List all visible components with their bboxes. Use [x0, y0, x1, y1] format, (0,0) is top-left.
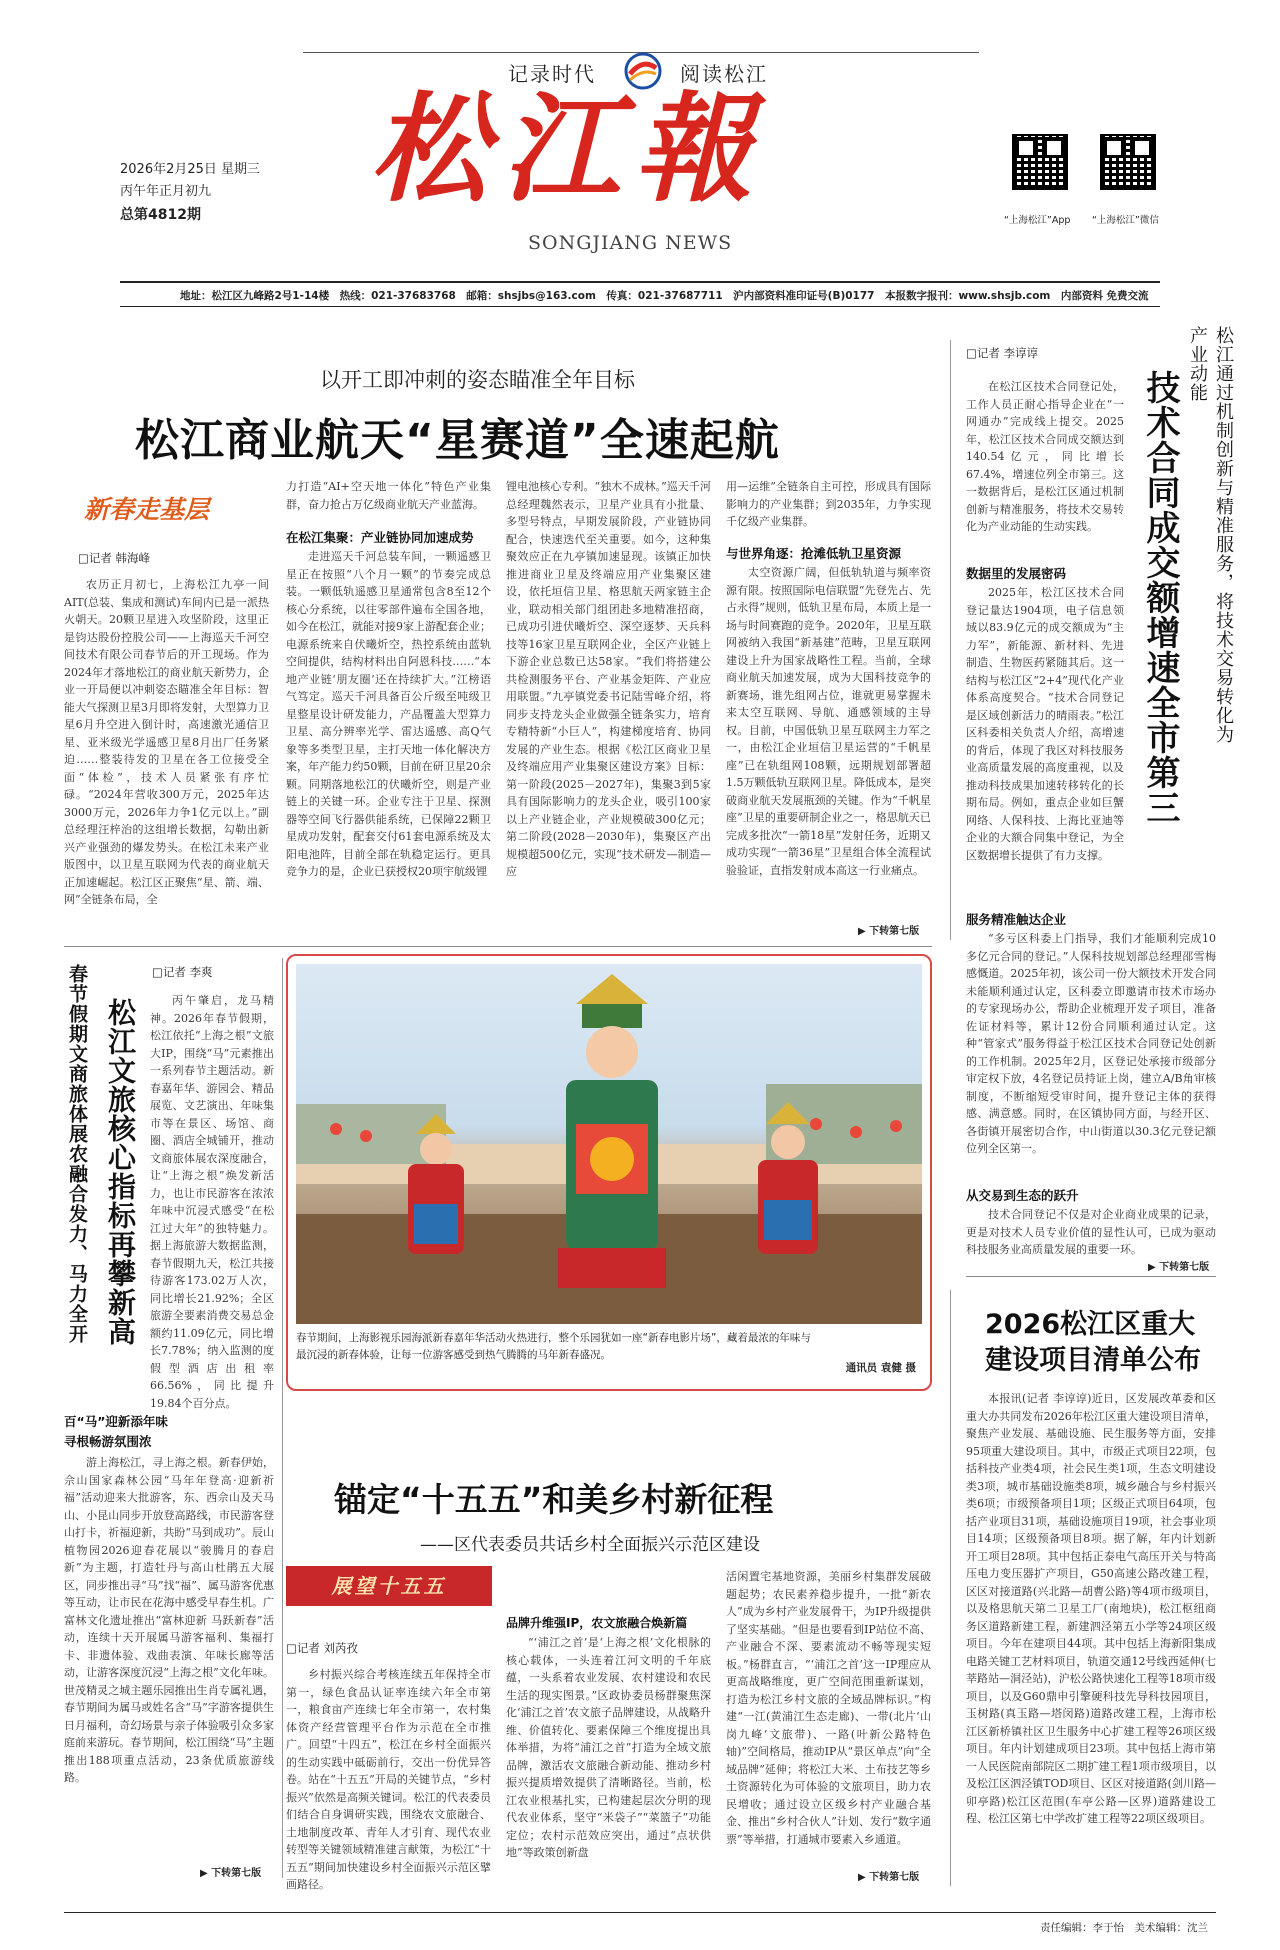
rural-subhead: ——区代表委员共话乡村全面振兴示范区建设	[420, 1535, 760, 1555]
rural-col3: 活闲置宅基地资源，美丽乡村集群发展破题起势；农民素养稳步提升，一批“新农人”成为乡村产业发展骨干，为IP升级提供了坚实基础。“但是也要看到IP站位不高、产业融合不深、要素流动不畅等现实短板。”杨群直言，“‘浦江之首’这一IP理应从更高战略维度，更广空间范围重新谋划，打造为松江乡村文旅的全域品牌标识。”构建“一江(黄浦江生态走廊)、一带(北片‘山岗九峰’文旅带)、一路(叶新公路特色轴)”空间格局，推动IP从“景区单点”向“全域品牌”延伸；将松江大米、土布技艺等乡土资源转化为可体验的文旅项目，助力农民增收；通过设立区级乡村产业融合基金、推出“乡村合伙人”计划、发行“数字通票”等举措，打通城市要素入乡通道。	[726, 1570, 931, 1846]
app-qr-code[interactable]	[1012, 134, 1068, 190]
right-byline: □记者 李谆谆	[966, 346, 1039, 360]
side-sub2: 寻根畅游氛围浓	[64, 1434, 152, 1449]
qr-app-label: “上海松江”App	[1004, 215, 1071, 226]
right-vtitle-sub: 松江通过机制创新与精准服务，将技术交易转化为产业动能	[1187, 326, 1234, 744]
projects-headline-1[interactable]: 2026松江区重大	[985, 1309, 1196, 1340]
lead-col2-intro: 力打造“AI+空天地一体化”特色产业集群，奋力抢占万亿级商业航天产业蓝海。	[286, 480, 491, 511]
lead-col2-text: 走进巡天千河总装车间，一颗遥感卫星正在按照“八个月一颗”的节奏完成总装。一颗低轨遥感卫星通常包含8至12个核心分系统，以往零部件遍布全国各地，如今在松江，就能对接9家上游配套企业；电源系统来自伏曦炘空，热控系统由蓝轨空间提供，结构材料出自阿恩科技……“本地产业链‘朋友圈’还在持续扩大。”江榜语气笃定。巡天千河具备百公斤级至吨级卫星整星设计研发能力，产品覆盖大型算力卫星、高分辨率光学、雷达遥感、高Q气象等多类型卫星，主打天地一体化解决方案，年产能力约50颗，目前在研卫星20余颗。同期落地松江的伏曦炘空，则是产业链上的关键一环。企业专注于卫星、探测器等空间飞行器供能系统，已保障22颗卫星成功发射，配套交付61套电源系统及太阳电池阵，目前全部在轨稳定运行。更具竞争力的是，企业已获授权20项宇航级锂	[286, 550, 491, 878]
right-sub3: 从交易到生态的跃升	[966, 1188, 1079, 1203]
slogan-right: 阅读松江	[680, 62, 768, 86]
newspaper-name-en: SONGJIANG NEWS	[528, 232, 733, 254]
side-continued[interactable]: ▶ 下转第七版	[200, 1868, 262, 1879]
lead-col4-intro: 用—运维”全链条自主可控，形成具有国际影响力的产业集群；到2035年，力争实现千亿级产业集群。	[726, 480, 931, 528]
projects-text: 本报讯(记者 李谆谆)近日，区发展改革委和区重大办共同发布2026年松江区重大建设项目清单，聚焦产业发展、基础设施、民生服务等方面，安排95项重大建设项目。其中，市级正式项目22项，包括科技产业类4项，社会民生类1项，生态文明建设类3项，城市基础设施类8项，城乡融合与乡村振兴类6项；市级预备项目1项；区级正式项目64项，包括产业项目31项，基础设施项目19项，社会事业项目14项；区级预备项目8项。据了解，年内计划新开工项目28项。其中包括正泰电气高压开关与特高压电力变压器扩产项目，G50高速公路改建工程，区区对接道路(兴北路—胡曹公路)等4项市级项目，以及格思航天第二卫星工厂(南地块)，松江枢纽商务区道路新建工程，新建泗泾第五小学等24项区级项目。今年在建项目44项。其中包括上海新阳集成电路关键工艺材料项目，轨道交通12号线西延伸(七莘路站—洞泾站)，沪松公路快速化工程等18项市级项目，以及G60鼎申引擎硬科技先导科技园项目，玉树路(真玉路—塔闵路)道路改建工程，上海市松江区新桥镇社区卫生服务中心扩建工程等26项区级项目。年内计划建成项目23项。其中包括上海市第一人民医院南部院区二期扩建工程1项市级项目，以及松江区泗泾镇TOD项目、区区对接道路(剑川路—卯亭路)松江区范围(车亭公路—区界)道路建设工程、松江区第七中学改扩建工程等22项区级项目。	[966, 1392, 1216, 1825]
right-vtitle-main: 技术合同成交额增速全市第三	[1140, 370, 1180, 825]
lunar-date: 丙午年正月初九	[120, 184, 212, 199]
slogan-left: 记录时代	[508, 62, 596, 86]
lead-byline: □记者 韩海峰	[78, 551, 151, 565]
festival-scene-icon	[296, 964, 922, 1324]
lead-col4-subhead: 与世界角逐：抢滩低轨卫星资源	[726, 546, 902, 561]
lead-col3: 锂电池核心专利。“独木不成林。”巡天千河总经理魏然表示，卫星产业具有小批量、多型号特点，早期发展阶段，产业链协同配合，快速迭代至关重要。如今，这种集聚效应正在九亭镇加速显现。该镇正加快推进商业卫星及终端应用产业集聚区建设，依托垣信卫星、格思航天两家链主企业，联动相关部门组团赴多地精准招商，已成功引进伏曦炘空、深空逐梦、天兵科技等16家卫星互联网企业，全区产业链上下游企业总数已达58家。“我们将搭建公共检测服务平台、产业基金矩阵、产业应用联盟。”九亭镇党委书记陆雪峰介绍，将同步支持龙头企业做强全链条实力，培育专精特新“小巨人”，构建梯度培育、协同发展的产业生态。根据《松江区商业卫星及终端应用产业集聚区建设方案》目标：第一阶段(2025－2027年)，集聚3到5家具有国际影响力的龙头企业，吸引100家以上产业链企业，产业规模破300亿元；第二阶段(2028－2030年)，集聚区产出规模超500亿元，实现“技术研发—制造—应	[506, 480, 711, 878]
lead-kicker: 以开工即冲刺的姿态瞄准全年目标	[320, 368, 635, 392]
rural-badge: 展望十五五	[286, 1566, 492, 1606]
rural-continued[interactable]: ▶ 下转第七版	[858, 1872, 920, 1883]
lead-badge: 新春走基层	[84, 495, 210, 524]
right-intro: 在松江区技术合同登记处，工作人员正耐心指导企业在“一网通办”完成线上提交。2025年，松江区技术合同成交额达到140.54亿元，同比增长67.4%，增速位列全市第三。这一数据背后，是松江区通过机制创新与精准服务，将技术交易转化为产业动能的生动实践。	[966, 380, 1124, 533]
festival-photo[interactable]	[296, 964, 922, 1324]
right-continued[interactable]: ▶ 下转第七版	[1148, 1262, 1210, 1273]
side-text2: 游上海松江，寻上海之根。新春伊始，佘山国家森林公园“马年年登高·迎新祈福”活动迎来大批游客，东、西佘山及天马山、小昆山同步开放登高路线，市民游客登山打卡，祈福迎新，共盼“马到成功”。辰山植物园2026迎春花展以“骏腾月的春启新”为主题，打造牡丹与高山杜鹃五大展区，同步推出寻“马”找“福”、属马游客优惠等互动，让市民在花海中感受早春生机。广富林文化遗址推出“富林迎新 马跃新春”活动，连续十天开展属马游客福利、集福打卡、非遗体验、戏曲表演、年味长廊等活动，让游客深度沉浸“上海之根”文化年味。世茂精灵之城主题乐园推出生肖专属礼遇，春节期间为属马或姓名含“马”字游客提供生日月福利，奇幻场景与亲子体验吸引众多家庭前来游玩。春节期间，松江围绕“马”主题推出188项重点活动，23条优质旅游线路。	[64, 1456, 274, 1784]
right-text1: 2025年，松江区技术合同登记量达1904项，电子信息领域以83.9亿元的成交额成为“主力军”，新能源、新材料、先进制造、生物医药紧随其后。这一结构与松江区“2+4”现代化产业体系高度契合。“技术合同登记是区域创新活力的晴雨表。”松江区科委相关负责人介绍，高增速的背后，体现了我区对科技服务业高质量发展的高度重视，以及推动科技成果加速转移转化的长期布局。例如，重点企业如巨蟹网络、人保科技、上海比亚迪等企业的大额合同集中登记，为全区数据增长提供了有力支撑。	[966, 586, 1124, 862]
festival-photo-frame	[286, 954, 932, 1391]
rural-byline: □记者 刘芮孜	[286, 1641, 359, 1655]
side-sub1: 百“马”迎新添年味	[64, 1414, 168, 1429]
right-sub1: 数据里的发展密码	[966, 566, 1067, 581]
info-bar: 地址：松江区九峰路2号1-14楼 热线：021-37683768 邮箱：shsjbs@163.com 传真：021-37687711 沪内部资料准印证号(B)0177 本报数字报刊：www.shsjb.com 内部资料 免费交流	[180, 290, 1149, 302]
photo-caption: 春节期间，上海影视乐园海派新春嘉年华活动火热进行，整个乐园犹如一座“新春电影片场”，藏着最浓的年味与最沉浸的新春体验，让每一位游客感受到热气腾腾的马年新春盛况。	[296, 1332, 811, 1361]
lead-col1: 农历正月初七，上海松江九亭一间AIT(总装、集成和测试)车间内已是一派热火朝天。20颗卫星进入攻坚阶段，这里正是钧达股份控股公司——上海巡天千河空间技术有限公司春节后的开工现场。作为2024年才落地松江的商业航天新势力，企业一开局便以冲刺姿态瞄准全年目标：智能大气探测卫星3月即将发射，大型算力卫星6月升空进入倒计时，高速激光通信卫星、亚米级光学遥感卫星8月出厂任务紧迫……整装待发的卫星在各工位接受全面“体检”，技术人员紧张有序忙碌。“2024年营收300万元，2025年达3000万元，2026年力争1亿元以上。”副总经理汪梓治的这组增长数据，勾勒出新兴产业强劲的爆发势头。在松江未来产业版图中，以卫星互联网为代表的商业航天正加速崛起。松江区正聚焦“星、箭、端、网”全链条布局，全	[64, 578, 269, 906]
rural-col2-text: “‘浦江之首’是‘上海之根’文化根脉的核心载体，一头连着江河文明的千年底蕴，一头系着农业发展、农村建设和农民生活的现实图景。”区政协委员杨群聚焦深化‘浦江之首’农文旅子品牌建设，从战略升维、价值转化、要素保障三个维度提出具体举措，为将“浦江之首”打造为全域文旅品牌，激活农文旅融合新动能、推动乡村振兴提质增效提供了清晰路径。当前，松江农业根基扎实，已构建起层次分明的现代农业体系，坚守“米袋子”“菜篮子”功能定位；农村示范效应突出，通过“点状供地”等政策创新盘	[506, 1636, 711, 1859]
issue-number: 总第4812期	[120, 207, 201, 223]
newspaper-name: 松江報	[370, 79, 767, 218]
projects-headline-2[interactable]: 建设项目清单公布	[985, 1345, 1201, 1376]
right-sub2: 服务精准触达企业	[966, 912, 1067, 927]
lead-col4-text: 太空资源广阔，但低轨轨道与频率资源有限。按照国际电信联盟“先登先占、先占永得”规则，低轨卫星布局，本质上是一场与时间赛跑的竞争。2020年，卫星互联网被纳入我国“新基建”范畴，卫星互联网建设上升为国家战略性工程。当前，全球商业航天加速发展，成为大国科技竞争的新赛场，谁先组网占位，谁就更易掌握未来太空互联网、导航、通感领域的主导权。目前，中国低轨卫星互联网主力军之一，由松江企业垣信卫星运营的“千帆星座”已在轨组网108颗，远期规划部署超1.5万颗低轨互联网卫星。降低成本，是突破商业航天发展瓶颈的关键。作为“千帆星座”卫星的重要研制企业之一，格思航天已完成多批次“一箭18星”发射任务，近期又成功实现“一箭36星”卫星组合体全流程试验验证，直指发射成本高这一行业痛点。	[726, 566, 931, 877]
footer-editors: 责任编辑：李于怡 美术编辑：沈兰	[1040, 1922, 1208, 1934]
lead-headline[interactable]: 松江商业航天“星赛道”全速起航	[135, 415, 780, 466]
rural-col2-sub: 品牌升维强IP，农文旅融合焕新篇	[506, 1616, 688, 1630]
lead-continued[interactable]: ▶ 下转第七版	[858, 926, 920, 937]
rural-col1: 乡村振兴综合考核连续五年保持全市第一，绿色食品认证率连续六年全市第一，粮食亩产连续七年全市第一，农村集体资产经营管理平台作为示范在全市推广。回望“十四五”，松江在乡村全面振兴的生动实践中砥砺前行，交出一份优异答卷。站在“十五五”开局的关键节点，“乡村振兴”依然是高频关键词。松江的代表委员们结合自身调研实践，围绕农文旅融合、土地制度改革、青年人才引育、现代农业转型等关键领域精准建言献策，为松江“十五五”期间加快建设乡村全面振兴示范区擘画路径。	[286, 1668, 491, 1891]
photo-credit: 通讯员 袁健 摄	[845, 1362, 916, 1374]
side-byline: □记者 李爽	[152, 965, 213, 979]
rural-headline[interactable]: 锚定“十五五”和美乡村新征程	[334, 1480, 774, 1519]
wechat-qr-code[interactable]	[1100, 134, 1156, 190]
lead-col2-subhead: 在松江集聚：产业链协同加速成势	[286, 530, 474, 545]
side-vtitle-main: 松江文旅核心指标再攀新高	[104, 998, 137, 1346]
side-text: 丙午肇启，龙马精神。2026年春节假期，松江依托“上海之根”文旅大IP，围绕“马”元素推出一系列春节主题活动。新春嘉年华、游园会、精品展览、文艺演出、年味集市等在景区、场馆、商圈、酒店全城铺开，推动文商旅体展农深度融合，让“上海之根”焕发新活力，也让市民游客在浓浓年味中沉浸式感受“在松江过大年”的独特魅力。据上海旅游大数据监测，春节假期九天，松江共接待游客173.02万人次，同比增长21.92%；全区旅游全要素消费交易总金额约11.09亿元，同比增长7.78%；纳入监测的度假型酒店出租率66.56%，同比提升19.84个百分点。	[150, 994, 274, 1410]
issue-date: 2026年2月25日 星期三	[120, 162, 261, 177]
right-text2: “多亏区科委上门指导，我们才能顺利完成10多亿元合同的登记。”人保科技规划部总经理邵雪梅感慨道。2025年初，该公司一份大额技术开发合同未能顺利通过认定，区科委立即邀请市技术市场办的专家现场办公，帮助企业梳理开发子项目，准备佐证材料等，累计12份合同顺利通过认定。这种“管家式”服务得益于松江区技术合同登记处创新的工作机制。2025年2月，区登记处承接市级部分审定权下放，4名登记员持证上岗，建立A/B角审核制度，不断缩短受审时间，提升登记主体的获得感、满意感。同时，在区镇协同方面，与经开区、各街镇开展密切合作，中山街道以30.3亿元登记额位列全区第一。	[966, 932, 1216, 1155]
side-vtitle-sub: 春节假期文商旅体展农融合发力、马力全开	[66, 964, 88, 1344]
qr-wechat-label: “上海松江”微信	[1092, 215, 1159, 226]
right-text3: 技术合同登记不仅是对企业商业成果的记录，更是对技术人员专业价值的显性认可，已成为驱动科技服务业高质量发展的重要一环。	[966, 1208, 1216, 1256]
